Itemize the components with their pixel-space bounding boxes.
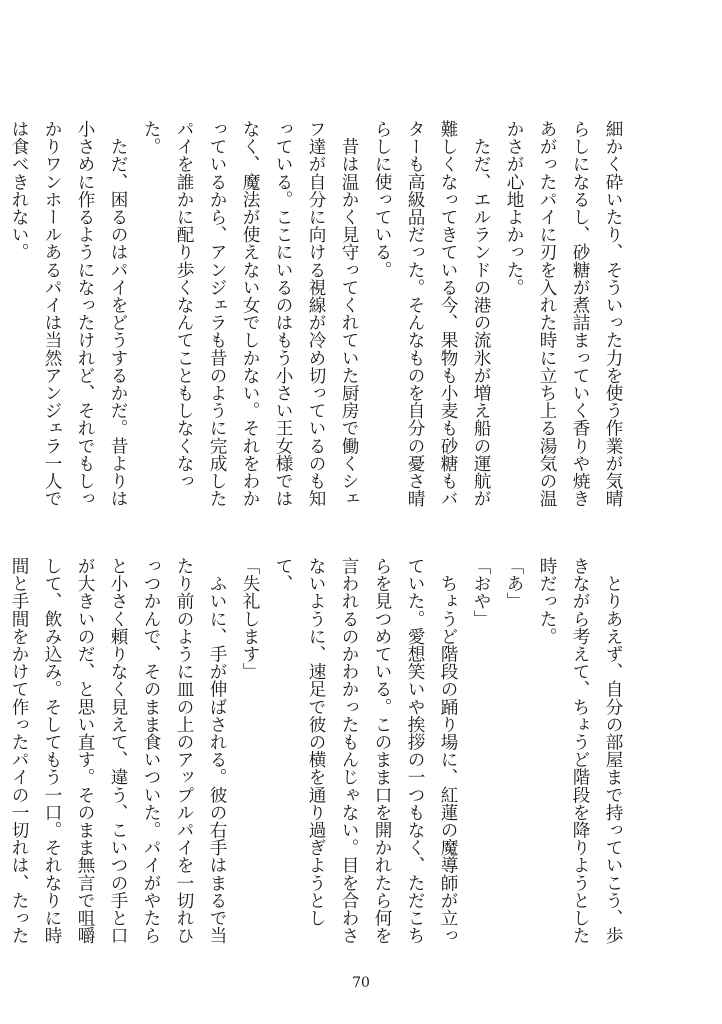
paragraph: とりあえず、自分の部屋まで持っていこう、歩きながら考えて、ちょうど階段を降りようとした時だった。 (537, 557, 623, 945)
paragraph: ちょうど階段の踊り場に、紅蓮の魔導師が立っていた。愛想笑いや挨拶の一つもなく、ただこちらを見つめている。このまま口を開かれたら何を言われるのかわかったもんじゃない。目を合わさないように、速足で彼の横を通り過ぎようとして、 (273, 557, 458, 945)
paragraph (0, 120, 2, 522)
dialogue-line: 「あ」 (504, 557, 524, 610)
lower-text-block (9, 557, 629, 955)
paragraph: 細かく砕いたり、そういった力を使う作業が気晴らしになるし、砂糖が煮詰まっていく香りや焼きあがったパイに刃を入れた時に立ち上る湯気の温かさが心地よかった。 (504, 120, 623, 508)
paragraph: ただ、困るのはパイをどうするかだ。昔よりは小さめに作るようになったけれど、それでもしっかりワンホールあるパイは当然アンジェラ一人では食べきれない。 (9, 120, 128, 508)
dialogue-line: 「おや」 (471, 557, 491, 628)
paragraph: 昔は温かく見守ってくれていた厨房で働くシェフ達が自分に向ける視線が冷め切っているのも知っている。ここにいるのはもう小さい王女様ではなく、魔法が使えない女でしかない。それをわかっているから、アンジェラも昔のように完成したパイを誰かに配り歩くなんてこともしなくなった。 (141, 120, 359, 508)
page-number: 70 (352, 975, 370, 991)
paragraph: ふいに、手が伸ばされる。彼の右手はまるで当たり前のように皿の上のアップルパイを一切れひっつかんで、そのまま食いついた。パイがやたらと小さく頼りなく見えて、違う、こいつの手と口が大きいのだ、と思い直す。そのまま無言で咀嚼して、飲み込み。そしてもう一口。それなりに時間と手間をかけて作ったパイの一切れは、たった (9, 557, 227, 945)
paragraph: ただ、エルランドの港の流氷が増え船の運航が難しくなってきている今、果物も小麦も砂糖もバターも高級品だった。そんなものを自分の憂さ晴らしに使っている。 (372, 120, 491, 508)
upper-text-block (9, 120, 629, 522)
dialogue-line: 「失礼します」 (240, 557, 260, 681)
